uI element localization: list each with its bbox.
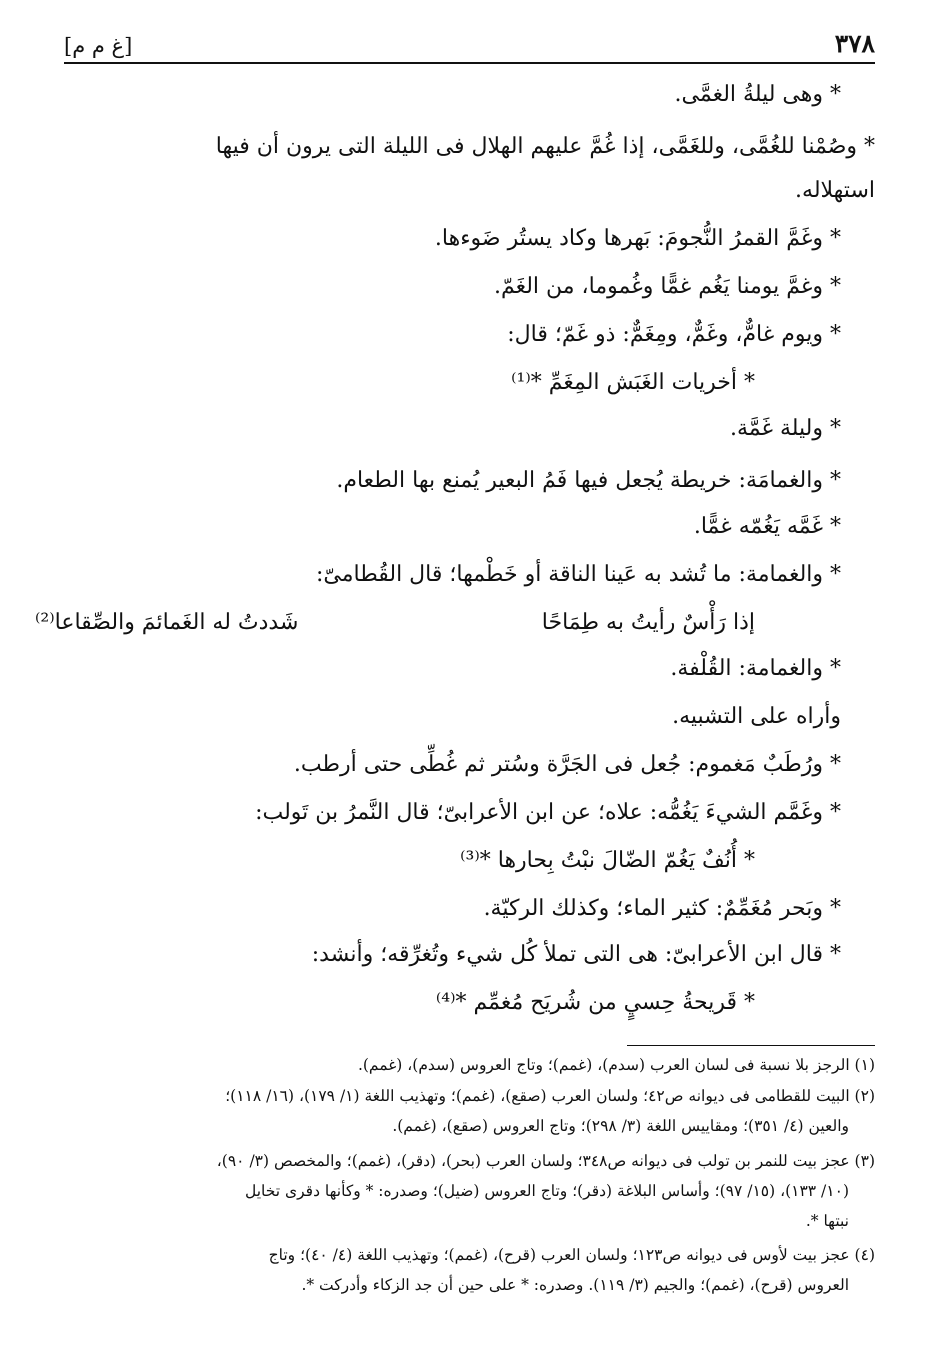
footnote-1: (١) الرجز بلا نسبة فى لسان العرب (سدم)، (غمم)؛ وتاج العروس (سدم)، (غمم). — [357, 1056, 875, 1074]
text-line: * وغَمَّم الشيءَ يَغُمُّه: علاه؛ عن ابن الأعرابىّ؛ قال النَّمرُ بن تَولب: — [255, 800, 841, 825]
page-number: ٣٧٨ — [834, 29, 875, 58]
text-line: * وغمَّ يومنا يَغُم غمًّا وغُموما، من الغَمّ. — [493, 274, 841, 299]
text-line: استهلاله. — [795, 178, 875, 203]
verse-line: * قَريحةُ حِسيٍ من شُريَح مُغمِّم *⁽⁴⁾ — [435, 990, 755, 1015]
text-line: * قال ابن الأعرابىّ: هى التى تملأ كُل شيء وتُغرِّقه؛ وأنشد: — [311, 942, 841, 967]
footnote-3-end: نبتها *. — [805, 1212, 849, 1230]
verse-second-hemistich: شَددتُ له الغَمائمَ والصِّقاعا⁽²⁾ — [35, 610, 299, 635]
text-line: * ورُطَبٌ مَغموم: جُعل فى الجَرَّة وسُتر ثم غُطِّى حتى أرطب. — [293, 752, 841, 777]
footnote-4-cont: العروس (قرح)، (غمم)؛ والجيم (٣/ ١١٩). وصدره: * على حين أن جد الزكاء وأدركت *. — [301, 1276, 849, 1294]
text-line: * وهى ليلةُ الغمَّى. — [674, 82, 841, 107]
footnote-2-cont: والعين (٤/ ٣٥١)؛ ومقاييس اللغة (٣/ ٢٩٨)؛ وتاج العروس (صقع)، (غمم). — [392, 1117, 849, 1135]
footnote-2: (٢) البيت للقطامى فى ديوانه ص٤٢؛ ولسان العرب (صقع)، (غمم)؛ وتهذيب اللغة (١/ ١٧٩)، (١٦/ ١١٨)؛ — [225, 1087, 875, 1105]
text-line: * وبَحر مُغَمِّمٌ: كثير الماء؛ وكذلك الركيّة. — [483, 896, 841, 921]
poem-verse — [35, 606, 755, 640]
header-rule — [64, 62, 875, 64]
text-line: * ويوم غامٌّ، وغَمٌّ، ومِغَمٌّ: ذو غَمّ؛ قال: — [507, 322, 841, 347]
footnote-4: (٤) عجز بيت لأوس فى ديوانه ص١٢٣؛ ولسان العرب (قرح)، (غمم)؛ وتهذيب اللغة (٤/ ٤٠)؛ وتاج — [268, 1246, 875, 1264]
text-line: * والغمامَة: خريطة يُجعل فيها فَمُ البعير يُمنع بها الطعام. — [336, 468, 841, 493]
verse-line: * أُنُفٌ يَغُمّ الضّالَ نبْتُ بِحارها *⁽³⁾ — [460, 848, 755, 873]
text-line: * وصُمْنا للغُمَّى، وللغَمَّى، إذا غُمَّ عليهم الهلال فى الليلة التى يرون أن فيها — [215, 134, 875, 159]
footnote-3-cont: (١٠/ ١٣٣)، (١٥/ ٩٧)؛ وأساس البلاغة (دقر)؛ وتاج العروس (ضيل)؛ وصدره: * وكأنها دقرى تخايل — [244, 1182, 849, 1200]
text-line: * وليلة غَمَّة. — [729, 416, 841, 441]
verse-line: * أخريات الغَبَش المِغَمِّ *⁽¹⁾ — [511, 370, 755, 395]
page-header — [64, 26, 875, 58]
text-line: * وغَمَّ القمرُ النُّجومَ: بَهرها وكاد يستُر ضَوءها. — [434, 226, 841, 251]
text-line: * والغمامة: ما تُشد به عَينا الناقة أو خَطْمها؛ قال القُطامىّ: — [315, 562, 841, 587]
footnote-rule — [627, 1045, 875, 1046]
text-line: * غَمَّه يَغُمّه غمًّا. — [693, 514, 841, 539]
text-line: وأراه على التشبيه. — [672, 704, 841, 729]
footnote-3: (٣) عجز بيت للنمر بن تولب فى ديوانه ص٣٤٨؛ ولسان العرب (بحر)، (دقر)، (غمم)؛ والمخصص (٣/ ٩٠)، — [216, 1152, 875, 1170]
verse-first-hemistich: إذا رَأْسٌ رأيتُ به طِمَاحًا — [541, 610, 755, 635]
section-label: [غ م م] — [64, 34, 133, 58]
text-line: * والغمامة: القُلْفة. — [670, 656, 841, 681]
